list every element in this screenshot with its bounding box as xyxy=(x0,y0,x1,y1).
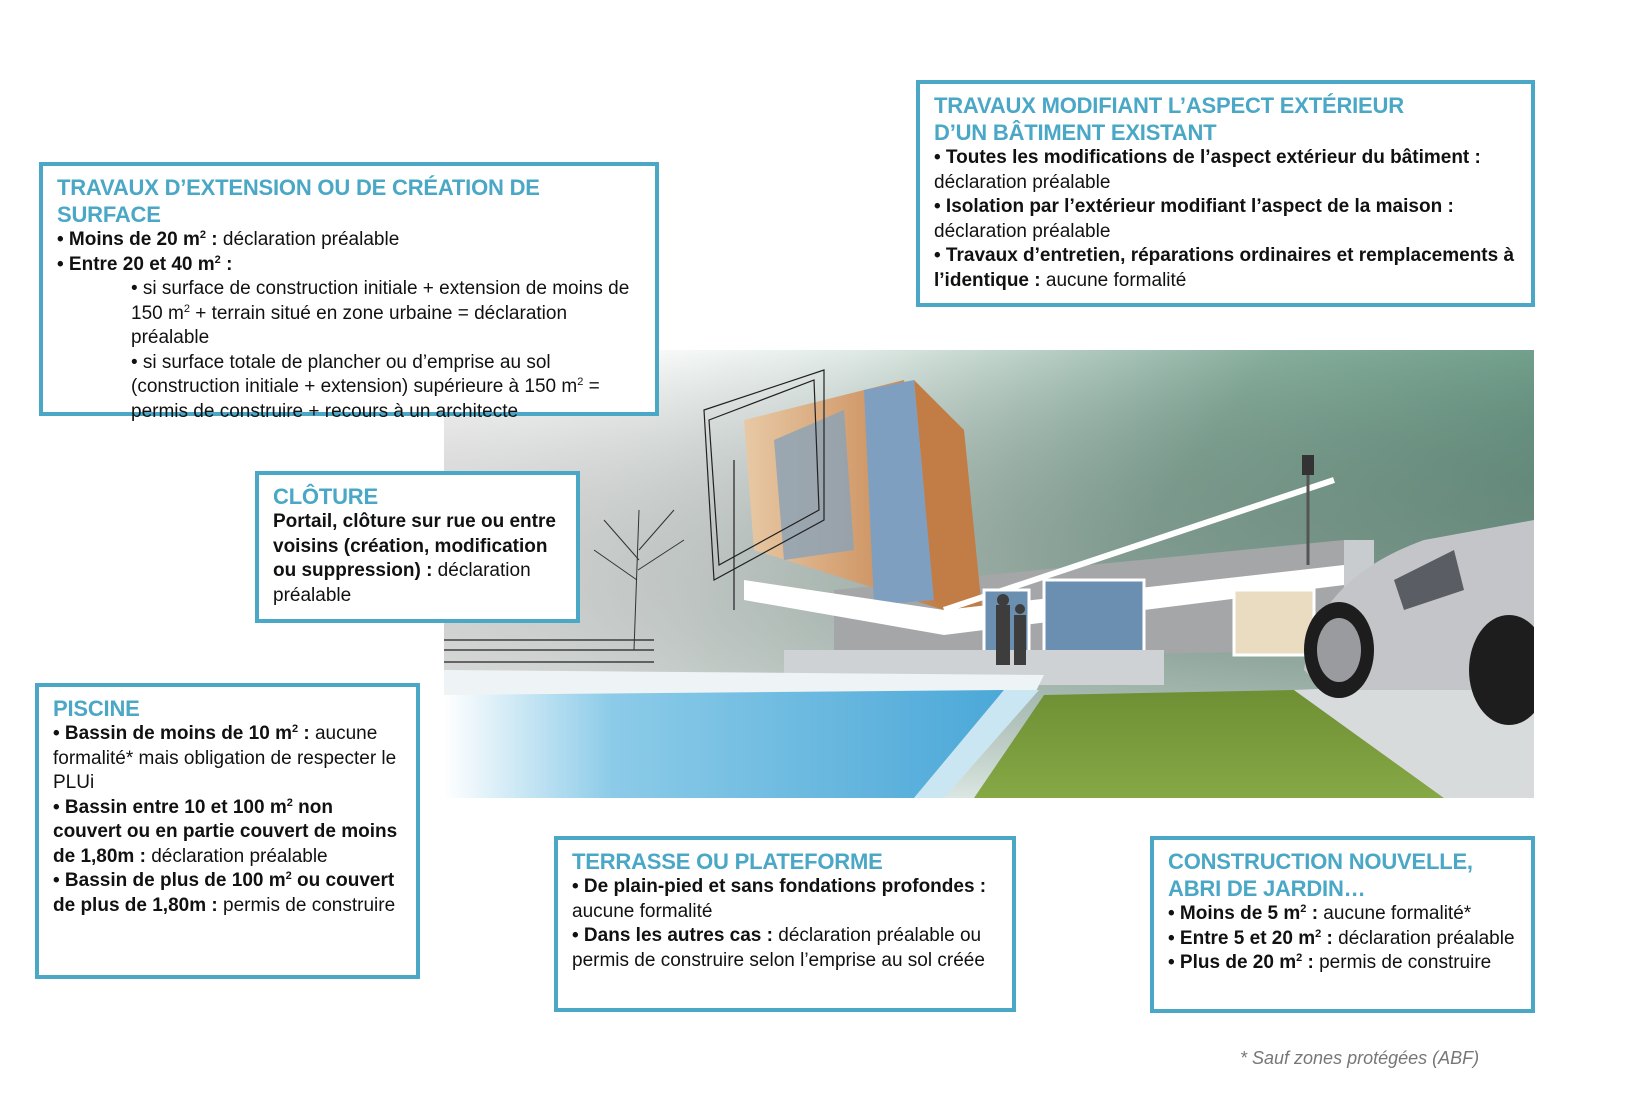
aspect-item: • Travaux d’entretien, réparations ordinaires et remplacements à l’identique : aucune formalité xyxy=(934,245,1515,291)
terrace-panel xyxy=(554,836,1016,1012)
extension-subitem: • si surface de construction initiale + extension de moins de 150 $m^2$ + terrain situé en zone urbaine = déclaration préalable xyxy=(131,278,630,348)
extension-subitem: • si surface totale de plancher ou d’emprise au sol (construction initiale + extension) supérieure à 150 $m^2$ = permis de construire + recours à un architecte xyxy=(131,351,600,422)
new-construction-panel xyxy=(1150,836,1535,1013)
extension-item: • Moins de 20 $m^2$ : déclaration préalable xyxy=(57,229,400,250)
pool-title: PISCINE xyxy=(53,696,140,721)
extension-works-panel xyxy=(39,162,659,422)
construction-item: • Entre 5 et 20 $m^2$ : déclaration préalable xyxy=(1168,927,1515,949)
pool-panel xyxy=(35,683,420,979)
fence-rule: Portail, clôture sur rue ou entre voisins (création, modification ou suppression) : déclaration préalable xyxy=(273,511,556,606)
terrace-item: • De plain-pied et sans fondations profondes : aucune formalité xyxy=(572,876,987,922)
construction-item: • Plus de 20 $m^2$ : permis de construire xyxy=(1168,952,1492,973)
construction-item: • Moins de 5 $m^2$ : aucune formalité* xyxy=(1168,903,1472,924)
fence-panel xyxy=(255,471,580,623)
construction-title: CONSTRUCTION NOUVELLE, ABRI DE JARDIN… xyxy=(1168,849,1473,901)
pool-item: • Bassin entre 10 et 100 $m^2$ non couvert ou en partie couvert de moins de 1,80m : déclaration préalable xyxy=(53,796,398,867)
aspect-title: TRAVAUX MODIFIANT L’ASPECT EXTÉRIEUR D’UN BÂTIMENT EXISTANT xyxy=(934,93,1404,145)
aspect-item: • Isolation par l’extérieur modifiant l’aspect de la maison : déclaration préalable xyxy=(934,196,1454,242)
pool-item: • Bassin de plus de 100 $m^2$ ou couvert de plus de 1,80m : permis de construire xyxy=(53,870,396,916)
fence-title: CLÔTURE xyxy=(273,484,378,509)
aspect-item: • Toutes les modifications de l’aspect extérieur du bâtiment : déclaration préalable xyxy=(934,147,1481,193)
extension-title: TRAVAUX D’EXTENSION OU DE CRÉATION DE SURFACE xyxy=(57,175,540,227)
footnote: * Sauf zones protégées (ABF) xyxy=(1240,1048,1480,1068)
terrace-title: TERRASSE OU PLATEFORME xyxy=(572,849,883,874)
terrace-item: • Dans les autres cas : déclaration préalable ou permis de construire selon l’emprise au sol créée xyxy=(572,925,985,971)
pool-item: • Bassin de moins de 10 $m^2$ : aucune formalité* mais obligation de respecter le PLUi xyxy=(53,723,397,793)
exterior-aspect-panel xyxy=(916,80,1535,307)
extension-item: • Entre 20 et 40 $m^2$ : xyxy=(57,253,233,275)
